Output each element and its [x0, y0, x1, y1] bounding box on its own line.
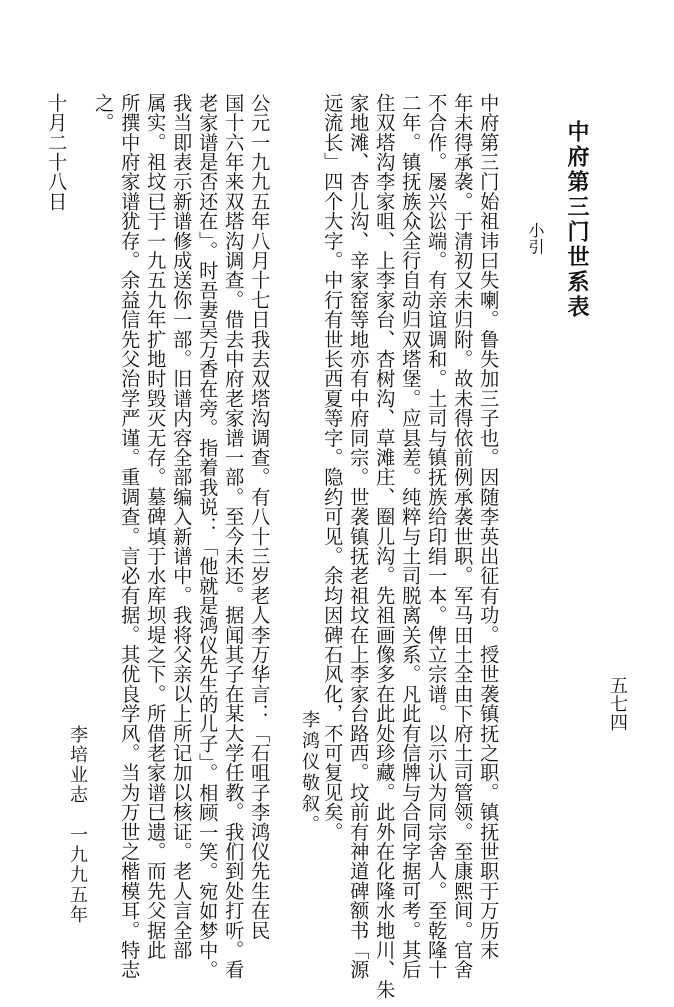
postscript-column: 公元一九九五年八月十七日我去双塔沟调查。有八十三岁老人李万华言：「石咀子李鸿仪先生在民 [248, 93, 272, 941]
preface-column: 家地滩、杏儿沟、辛家窑等地亦有中府同宗。世袭镇抚老祖坟在上李家台路西。坟前有神道碑额书「源 [347, 93, 371, 980]
section-subtitle: 小引 [526, 222, 545, 255]
preface-column: 年未得承袭。于清初又未归附。故未得依前例承袭世职。军马田土全由下府土司管领。至康熙间。官舍 [451, 93, 475, 980]
postscript-date: 十月二十八日 [45, 93, 69, 212]
preface-signature: 李鸿仪敬叙。 [299, 710, 320, 836]
preface-column: 中府第三门始祖讳曰失喇。鲁失加三子也。因随李英出征有功。授世袭镇抚之职。镇抚世职于万历末 [477, 93, 501, 960]
postscript-column: 老家谱是否还在」。时吾妻吴万香在旁。指着我说：「他就是鸿仪先生的儿子」。相顾一笑。宛如梦中。 [196, 93, 220, 980]
preface-column: 不合作。屡兴讼端。有亲谊调和。土司与镇抚族给印绢一本。俾立宗谱。以示认为同宗舍人。至乾隆十 [425, 93, 449, 980]
preface-column: 远流长」四个大字。中行有世长西夏等字。隐约可见。余均因碑石风化，不可复见矣。 [321, 93, 345, 842]
postscript-column: 我当即表示新谱修成送你一部。旧谱内容全部编入新谱中。我将父亲以上所记加以核证。老人言全部 [170, 93, 194, 960]
postscript-signature: 李培业志 一九九五年 [67, 725, 88, 925]
page-number: 五七四 [607, 676, 628, 732]
postscript-column: 所撰中府家谱犹存。余益信先父治学严谨。重调查。言必有据。其优良学风。当为万世之楷模耳。特志 [118, 93, 142, 980]
postscript-column: 之。 [92, 93, 116, 133]
preface-column: 住双塔沟李家咀、上李家台、杏树沟、草滩庄、圈儿沟。先祖画像多在此处珍藏。此外在化隆水地川、朱 [373, 93, 397, 1000]
preface-column: 二年。镇抚族众全行自动归双塔堡。应县差。纯粹与土司脱离关系。凡此有信牌与合同字据可考。其后 [399, 93, 423, 980]
page-title: 中府第三门世系表 [564, 120, 590, 320]
postscript-column: 国十六年来双塔沟调查。借去中府老家谱一部。至今未还。据闻其子在某大学任教。我们到处打听。看 [222, 93, 246, 980]
postscript-column: 属实。祖坟已于一九五九年扩地时毁灭无存。墓碑填于水库坝堤之下。所借老家谱已遗。而先父据此 [144, 93, 168, 960]
